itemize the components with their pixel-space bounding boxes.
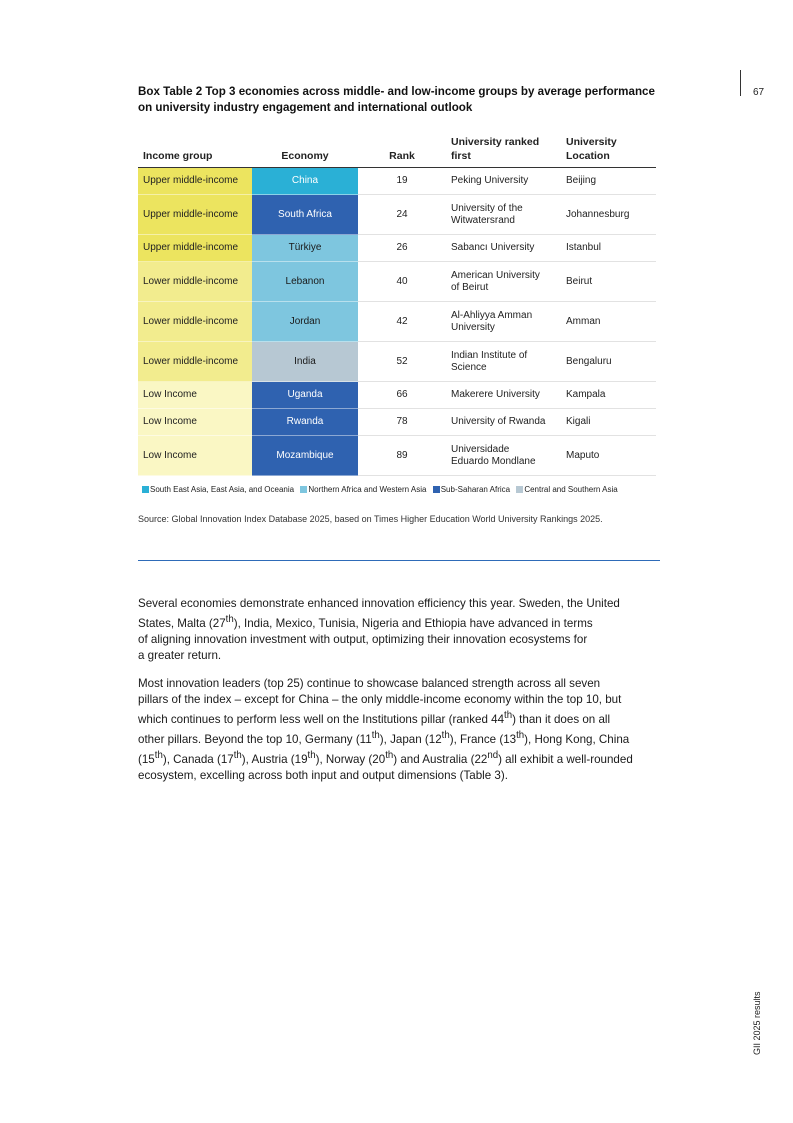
location-cell: Johannesburg xyxy=(561,195,656,235)
legend-item xyxy=(516,485,617,494)
legend-swatch xyxy=(516,486,523,493)
text-run: ), Canada (17 xyxy=(162,752,234,766)
header-economy: Economy xyxy=(252,131,358,168)
rank-cell: 42 xyxy=(358,302,446,342)
table-row xyxy=(138,382,656,409)
text-run: ), Norway (20 xyxy=(315,752,386,766)
paragraph-line xyxy=(138,612,648,632)
page-number-text: 67 xyxy=(753,87,765,98)
university-cell xyxy=(446,235,561,262)
economy-cell: Jordan xyxy=(252,302,358,342)
location-cell: Istanbul xyxy=(561,235,656,262)
text-run: ), India, Mexico, Tunisia, Nigeria and Ethiopia have advanced in terms xyxy=(233,616,593,630)
paragraph-efficiency xyxy=(138,596,648,664)
legend-item xyxy=(300,485,426,494)
header-university-line: University ranked xyxy=(451,136,540,148)
rank-cell: 26 xyxy=(358,235,446,262)
region-legend xyxy=(142,485,622,494)
table-header-row xyxy=(138,131,656,168)
university-cell xyxy=(446,195,561,235)
ordinal-suffix: th xyxy=(385,749,394,761)
paragraph-line: a greater return. xyxy=(138,648,222,662)
section-side-label: GII 2025 results xyxy=(752,991,762,1055)
university-line: Makerere University xyxy=(451,389,540,400)
legend-label: South East Asia, East Asia, and Oceania xyxy=(150,485,295,494)
box-title-line: Box Table 2 Top 3 economies across middle- and low-income groups by average performance xyxy=(138,85,655,98)
text-run: which continues to perform less well on the Institutions pillar (ranked 44 xyxy=(138,712,505,726)
location-cell: Bengaluru xyxy=(561,342,656,382)
university-line: of Beirut xyxy=(451,281,489,293)
university-line: Science xyxy=(451,361,487,373)
ordinal-suffix: th xyxy=(233,749,242,761)
header-rank: Rank xyxy=(358,131,446,168)
university-cell xyxy=(446,409,561,436)
text-run: ), Hong Kong, China xyxy=(524,732,630,746)
income-group-cell: Low Income xyxy=(138,436,252,476)
university-line: Peking University xyxy=(451,175,529,186)
ordinal-suffix: th xyxy=(154,749,163,761)
location-cell: Amman xyxy=(561,302,656,342)
table-row xyxy=(138,262,656,302)
income-group-cell: Lower middle-income xyxy=(138,262,252,302)
table-row xyxy=(138,302,656,342)
ordinal-suffix: th xyxy=(504,710,513,721)
university-cell xyxy=(446,382,561,409)
text-run: ), Austria (19 xyxy=(241,752,308,766)
legend-swatch xyxy=(300,486,307,493)
economy-cell: India xyxy=(252,342,358,382)
economy-cell: Uganda xyxy=(252,382,358,409)
legend-label: Sub-Saharan Africa xyxy=(440,485,511,494)
income-group-cell: Upper middle-income xyxy=(138,168,252,195)
economy-cell: China xyxy=(252,168,358,195)
income-group-cell: Lower middle-income xyxy=(138,302,252,342)
location-cell: Maputo xyxy=(561,436,656,476)
text-run: ) and Australia (22 xyxy=(393,752,488,766)
university-line: University of Rwanda xyxy=(451,416,546,427)
ordinal-suffix: th xyxy=(371,729,380,741)
legend-item xyxy=(142,485,294,494)
section-divider xyxy=(138,560,660,561)
paragraph-line: Several economies demonstrate enhanced innovation efficiency this year. Sweden, the United xyxy=(138,597,620,610)
income-group-cell: Lower middle-income xyxy=(138,342,252,382)
location-cell: Kampala xyxy=(561,382,656,409)
source-note: Source: Global Innovation Index Database 2025, based on Times Higher Education World University Rankings 2025. xyxy=(138,514,603,524)
income-group-cell: Upper middle-income xyxy=(138,235,252,262)
table-row xyxy=(138,235,656,262)
table-row xyxy=(138,409,656,436)
university-cell xyxy=(446,302,561,342)
text-run: ), Japan (12 xyxy=(379,732,442,746)
header-location xyxy=(561,131,656,168)
box-table xyxy=(138,131,656,476)
paragraph-line: Most innovation leaders (top 25) continue to showcase balanced strength across all seven xyxy=(138,677,601,690)
economy-cell: Rwanda xyxy=(252,409,358,436)
text-run: ) than it does on all xyxy=(512,712,611,726)
box-table-title xyxy=(138,84,678,116)
text-run: (15 xyxy=(138,752,155,766)
page-number xyxy=(740,70,765,98)
economy-cell: Türkiye xyxy=(252,235,358,262)
table-row xyxy=(138,436,656,476)
location-cell: Beijing xyxy=(561,168,656,195)
header-income-group: Income group xyxy=(138,131,252,168)
university-line: Al-Ahliyya Amman xyxy=(451,309,533,321)
legend-item xyxy=(433,485,510,494)
legend-label: Central and Southern Asia xyxy=(524,485,618,494)
legend-swatch xyxy=(433,486,440,493)
box-title-line: on university industry engagement and international outlook xyxy=(138,101,473,114)
table-row xyxy=(138,195,656,235)
university-line: Indian Institute of xyxy=(451,349,528,361)
header-university-line: first xyxy=(451,150,471,162)
rank-cell: 40 xyxy=(358,262,446,302)
university-line: Witwatersrand xyxy=(451,214,515,226)
text-run: ), France (13 xyxy=(449,732,517,746)
table-row xyxy=(138,168,656,195)
ordinal-suffix: th xyxy=(225,614,234,625)
paragraph-line xyxy=(138,708,648,728)
university-cell xyxy=(446,342,561,382)
location-cell: Kigali xyxy=(561,409,656,436)
legend-label: Northern Africa and Western Asia xyxy=(308,485,427,494)
header-university xyxy=(446,131,561,168)
rank-cell: 19 xyxy=(358,168,446,195)
income-group-cell: Upper middle-income xyxy=(138,195,252,235)
rank-cell: 52 xyxy=(358,342,446,382)
university-line: Universidade xyxy=(451,443,510,455)
paragraph-line: ecosystem, excelling across both input and output dimensions (Table 3). xyxy=(138,768,508,782)
university-line: Eduardo Mondlane xyxy=(451,455,536,467)
paragraph-line: pillars of the index – except for China – the only middle-income economy within the top 10, but xyxy=(138,693,622,706)
text-run: States, Malta (27 xyxy=(138,616,226,630)
economy-cell: South Africa xyxy=(252,195,358,235)
university-line: University xyxy=(451,321,495,333)
university-line: American University xyxy=(451,269,540,281)
income-group-cell: Low Income xyxy=(138,409,252,436)
university-line: Sabancı University xyxy=(451,242,535,253)
text-run: other pillars. Beyond the top 10, Germany (11 xyxy=(138,732,372,746)
paragraph-line xyxy=(138,748,648,768)
paragraph-line: of aligning innovation investment with output, optimizing their innovation ecosystems for xyxy=(138,632,588,646)
university-cell xyxy=(446,262,561,302)
economy-cell: Lebanon xyxy=(252,262,358,302)
paragraph-line xyxy=(138,728,648,748)
rank-cell: 24 xyxy=(358,195,446,235)
table-row xyxy=(138,342,656,382)
university-cell xyxy=(446,436,561,476)
university-cell xyxy=(446,168,561,195)
rank-cell: 78 xyxy=(358,409,446,436)
ordinal-suffix: th xyxy=(307,749,316,761)
ordinal-suffix: th xyxy=(516,729,525,741)
income-group-cell: Low Income xyxy=(138,382,252,409)
location-cell: Beirut xyxy=(561,262,656,302)
header-location-line: University xyxy=(566,136,617,148)
ordinal-suffix: th xyxy=(441,729,450,741)
rank-cell: 89 xyxy=(358,436,446,476)
rank-cell: 66 xyxy=(358,382,446,409)
text-run: ) all exhibit a well-rounded xyxy=(498,752,633,766)
economy-cell: Mozambique xyxy=(252,436,358,476)
ordinal-suffix: nd xyxy=(487,749,499,761)
legend-swatch xyxy=(142,486,149,493)
paragraph-leaders xyxy=(138,676,648,784)
university-line: University of the xyxy=(451,202,523,214)
header-location-line: Location xyxy=(566,150,610,162)
